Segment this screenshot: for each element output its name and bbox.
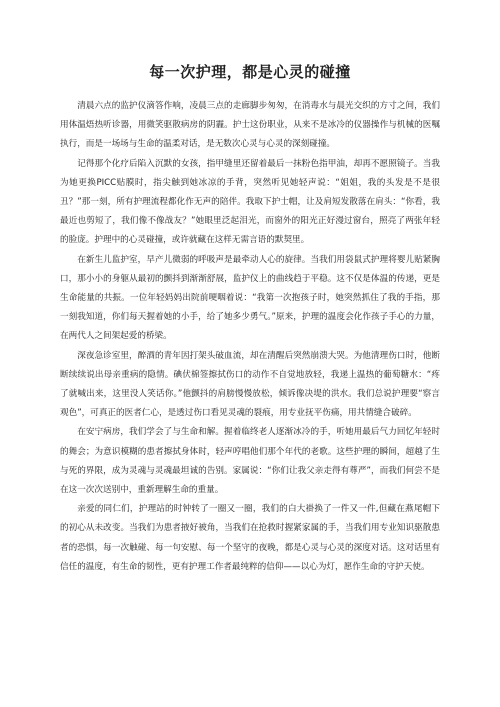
- paragraph-1: 清晨六点的监护仪滴答作响，凌晨三点的走廊脚步匆匆，在消毒水与晨光交织的方寸之间，我们用体温焐热听诊器，用微笑驱散病房的阴霾。护士这份职业，从来不是冰冷的仪器操作与机械的医嘱执行，而是一场场与生命的温柔对话，是无数次心灵与心灵的深刻碰撞。: [60, 101, 440, 150]
- paragraph-4: 深夜急诊室里，醉酒的青年因打架头破血流，却在清醒后突然崩溃大哭。为他清理伤口时，他断断续续说出母亲重病的隐情。碘伏棉签擦拭伤口的动作不自觉地放轻，我递上温热的葡萄糖水：“疼了就喊出来，这里没人笑话你。”他颤抖的肩膀慢慢放松，倾诉像决堤的洪水。我们总说护理要“察言观色”，可真正的医者仁心，是透过伤口看见灵魂的裂痕，用专业抚平伤痛，用共情缝合破碎。: [60, 350, 440, 419]
- paragraph-2: 记得那个化疗后陷入沉默的女孩，指甲缝里还留着最后一抹粉色指甲油，却再不愿照镜子。当我为她更换PICC贴膜时，指尖触到她冰凉的手背，突然听见她轻声说：“姐姐，我的头发是不是很丑？”那一刻，所有护理流程都化作无声的陪伴。我取下护士帽，让及肩短发散落在肩头：“你看，我最近也剪短了，我们像不像战友？”她眼里泛起泪光，而窗外的阳光正好漫过窗台，照亮了两张年轻的脸庞。护理中的心灵碰撞，或许就藏在这样无需言语的默契里。: [60, 158, 440, 246]
- paragraph-5: 在安宁病房，我们学会了与生命和解。握着临终老人逐渐冰冷的手，听她用最后气力回忆年轻时的舞会；为意识模糊的患者擦拭身体时，轻声哼唱他们那个年代的老歌。这些护理的瞬间，超越了生与死的界限，成为灵魂与灵魂最坦诚的告别。家属说：“你们让我父亲走得有尊严”，而我们何尝不是在这一次次送别中，重新理解生命的重量。: [60, 427, 440, 496]
- page-title: 每一次护理，都是心灵的碰撞: [149, 63, 351, 81]
- document-body: [60, 97, 440, 577]
- paragraph-6: 亲爱的同仁们，护理站的时钟转了一圈又一圈，我们的白大褂换了一件又一件,但藏在燕尾帽下的初心从未改变。当我们为患者掖好被角，当我们在抢救时握紧家属的手，当我们用专业知识驱散患者的恐惧，每一次触碰、每一句安慰、每一个坚守的夜晚，都是心灵与心灵的深度对话。这对话里有信任的温度，有生命的韧性，更有护理工作者最纯粹的信仰——以心为灯，愿作生命的守护天使。: [60, 504, 440, 572]
- paragraph-3: 在新生儿监护室，早产儿微弱的呼吸声是最牵动人心的旋律。当我们用袋鼠式护理将婴儿贴紧胸口，那小小的身躯从最初的颤抖到渐渐舒展，监护仪上的曲线趋于平稳。这不仅是体温的传递，更是生命能量的共振。一位年轻妈妈出院前哽咽着说：“我第一次抱孩子时，她突然抓住了我的手指，那一刻我知道，你们每天握着她的小手，给了她多少勇气。”原来，护理的温度会化作孩子手心的力量，在两代人之间架起爱的桥梁。: [60, 254, 440, 342]
